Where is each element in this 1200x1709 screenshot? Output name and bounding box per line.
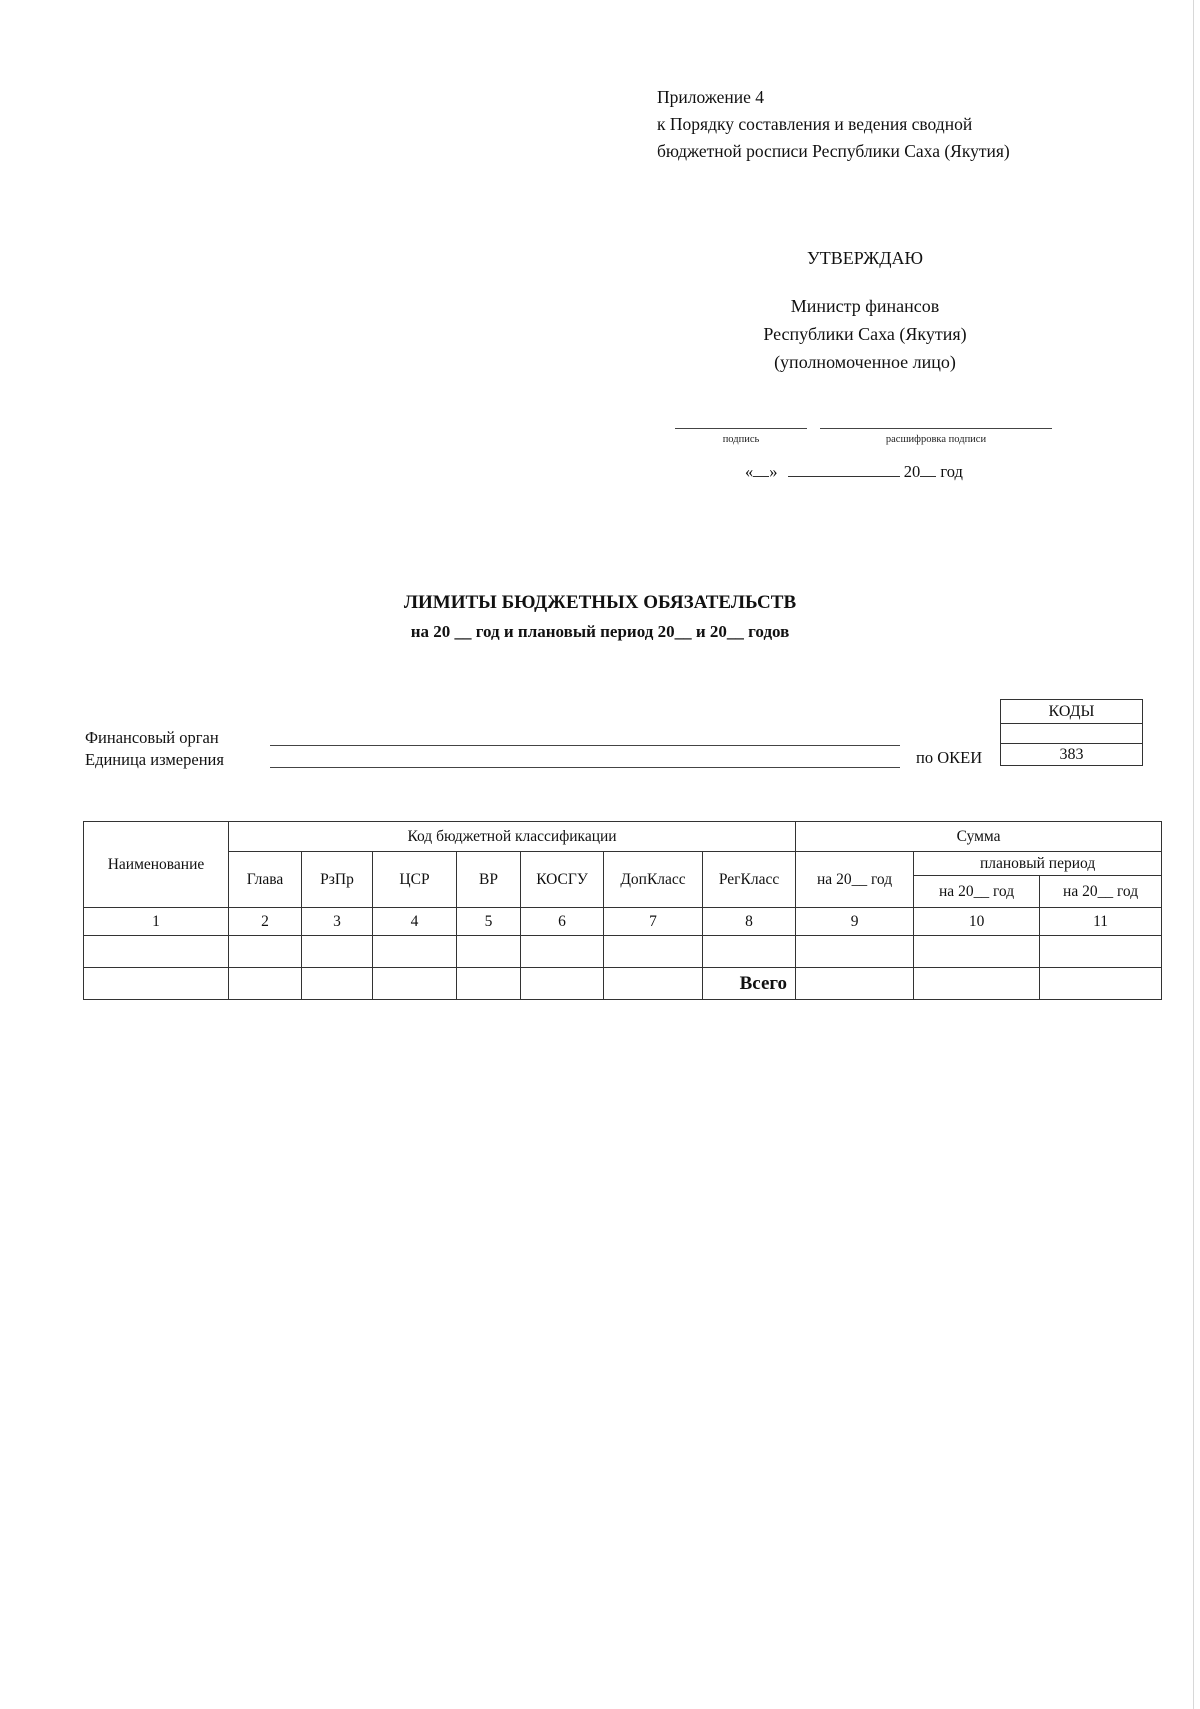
table-cell[interactable] xyxy=(229,968,302,1000)
col-number: 7 xyxy=(604,908,703,936)
table-cell[interactable] xyxy=(604,968,703,1000)
col-header-vr: ВР xyxy=(457,852,521,908)
date-month-field[interactable] xyxy=(788,462,900,477)
page-edge-line xyxy=(1193,0,1194,1709)
table-cell[interactable] xyxy=(796,936,914,968)
approval-block xyxy=(640,244,1090,376)
total-plan-year-2-cell[interactable] xyxy=(1040,968,1162,1000)
col-group-plan-period: плановый период xyxy=(914,852,1162,876)
col-number: 3 xyxy=(302,908,373,936)
appendix-note xyxy=(657,84,1010,165)
table-cell[interactable] xyxy=(604,936,703,968)
table-cell[interactable] xyxy=(302,936,373,968)
column-number-row xyxy=(84,908,1162,936)
table-cell[interactable] xyxy=(457,968,521,1000)
approval-line-2: Республики Саха (Якутия) xyxy=(763,324,967,344)
col-number: 10 xyxy=(914,908,1040,936)
table-cell[interactable] xyxy=(521,936,604,968)
document-subtitle: на 20 __ год и плановый период 20__ и 20__ годов xyxy=(410,622,790,641)
date-day-field[interactable] xyxy=(753,462,769,477)
unit-field[interactable] xyxy=(270,767,900,768)
table-cell[interactable] xyxy=(457,936,521,968)
col-header-kosgu: КОСГУ xyxy=(521,852,604,908)
unit-label: Единица измерения xyxy=(85,750,224,769)
signature-decoding-caption: расшифровка подписи xyxy=(885,434,987,445)
col-group-budget-code: Код бюджетной классификации xyxy=(229,822,796,852)
total-plan-year-1-cell[interactable] xyxy=(914,968,1040,1000)
total-current-year-cell[interactable] xyxy=(796,968,914,1000)
appendix-line-1: Приложение 4 xyxy=(657,87,765,107)
approval-heading: УТВЕРЖДАЮ xyxy=(806,248,924,268)
col-header-glava: Глава xyxy=(229,852,302,908)
codes-header: КОДЫ xyxy=(1001,700,1143,724)
date-close-quote: » xyxy=(769,462,778,481)
col-header-dopklass: ДопКласс xyxy=(604,852,703,908)
total-row xyxy=(84,968,1162,1000)
col-header-plan-year-2: на 20__ год xyxy=(1040,876,1162,908)
table-cell[interactable] xyxy=(302,968,373,1000)
signature-caption: подпись xyxy=(722,434,760,445)
date-year-field[interactable] xyxy=(920,462,936,477)
col-header-regklass: РегКласс xyxy=(703,852,796,908)
appendix-line-2: к Порядку составления и ведения сводной xyxy=(657,114,973,134)
limits-table xyxy=(83,821,1162,1000)
table-cell[interactable] xyxy=(373,936,457,968)
signature-decoding-line[interactable] xyxy=(820,428,1052,429)
approval-line-3: (уполномоченное лицо) xyxy=(774,352,956,372)
date-open-quote: « xyxy=(745,462,754,481)
col-header-rzpr: РзПр xyxy=(302,852,373,908)
document-title: ЛИМИТЫ БЮДЖЕТНЫХ ОБЯЗАТЕЛЬСТВ xyxy=(403,592,797,613)
codes-fin-organ-cell[interactable] xyxy=(1001,724,1143,744)
col-number: 1 xyxy=(84,908,229,936)
total-label: Всего xyxy=(703,968,796,1000)
table-cell[interactable] xyxy=(84,968,229,1000)
codes-box xyxy=(1000,699,1143,766)
appendix-line-3: бюджетной росписи Республики Саха (Якутия) xyxy=(657,141,1010,161)
table-row xyxy=(84,936,1162,968)
approval-line-1: Министр финансов xyxy=(790,296,940,316)
col-number: 8 xyxy=(703,908,796,936)
col-number: 11 xyxy=(1040,908,1162,936)
fin-organ-field[interactable] xyxy=(270,745,900,746)
table-cell[interactable] xyxy=(1040,936,1162,968)
okei-label: по ОКЕИ xyxy=(916,748,983,767)
table-cell[interactable] xyxy=(229,936,302,968)
signature-line[interactable] xyxy=(675,428,807,429)
col-number: 5 xyxy=(457,908,521,936)
table-cell[interactable] xyxy=(521,968,604,1000)
fin-organ-label: Финансовый орган xyxy=(85,728,219,747)
col-header-name: Наименование xyxy=(84,822,229,908)
col-header-current-year: на 20__ год xyxy=(796,852,914,908)
col-number: 2 xyxy=(229,908,302,936)
table-cell[interactable] xyxy=(914,936,1040,968)
table-cell[interactable] xyxy=(84,936,229,968)
col-header-csr: ЦСР xyxy=(373,852,457,908)
col-number: 9 xyxy=(796,908,914,936)
codes-okei-cell: 383 xyxy=(1001,744,1143,766)
col-number: 6 xyxy=(521,908,604,936)
col-number: 4 xyxy=(373,908,457,936)
date-year-suffix: год xyxy=(940,462,963,481)
table-cell[interactable] xyxy=(373,968,457,1000)
date-year-prefix: 20 xyxy=(903,462,921,481)
table-cell[interactable] xyxy=(703,936,796,968)
approval-date xyxy=(745,462,963,482)
col-group-sum: Сумма xyxy=(796,822,1162,852)
col-header-plan-year-1: на 20__ год xyxy=(914,876,1040,908)
